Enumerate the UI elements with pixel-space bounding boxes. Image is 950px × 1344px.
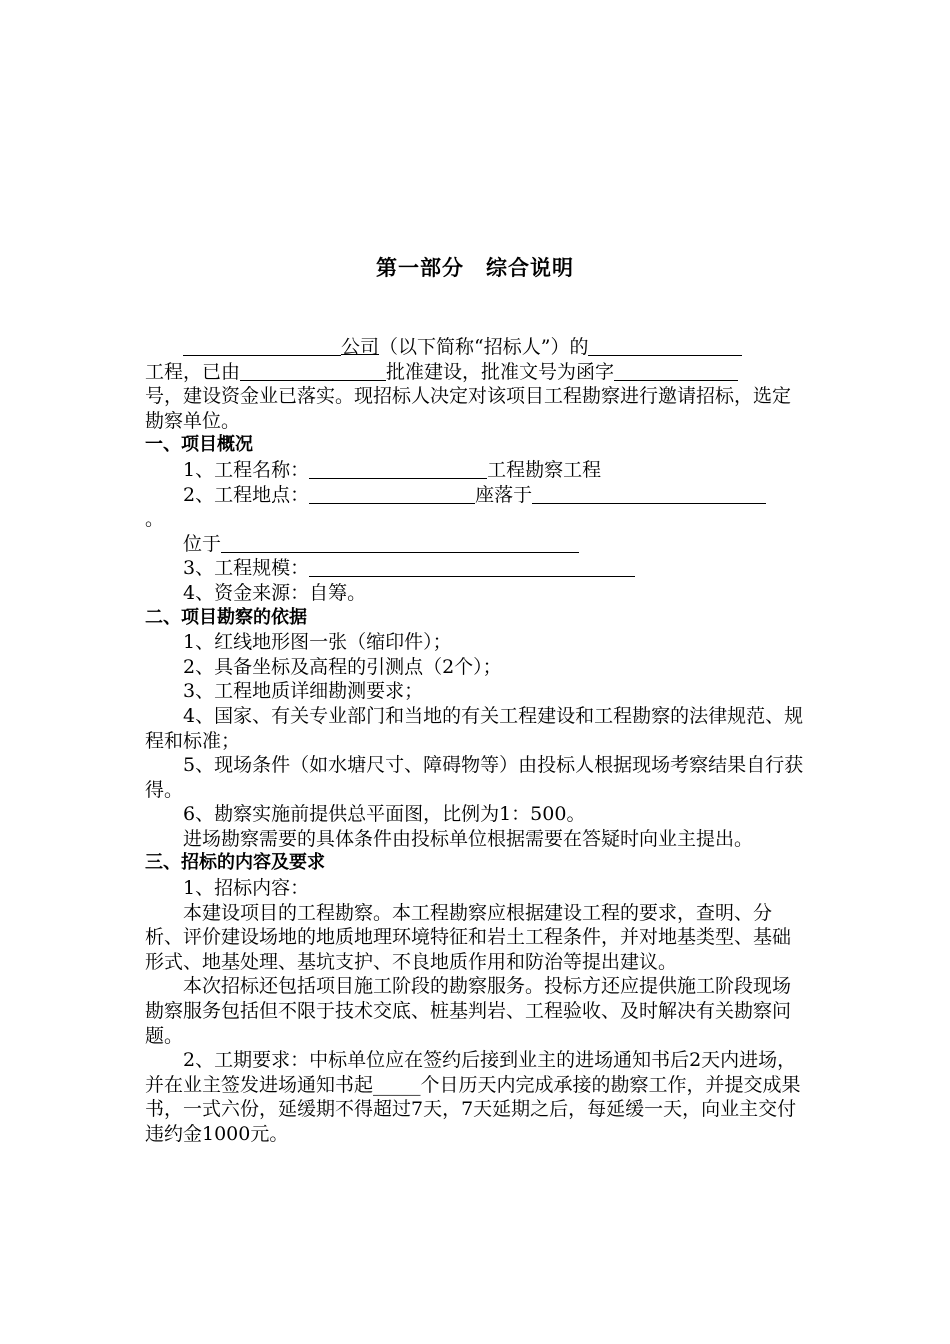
s3-para-1: 本建设项目的工程勘察。本工程勘察应根据建设工程的要求，查明、分析、评价建设场地的地质地理环境特征和岩土工程条件，并对地基类型、基础形式、地基处理、基坑支护、不良地质作用和防治等提出建议。 <box>145 901 792 973</box>
blank-position <box>221 534 579 553</box>
s1-item-1 <box>145 458 805 483</box>
s1-item-2-mid: 座落于 <box>475 483 533 506</box>
blank-project <box>588 337 742 356</box>
intro-line2a: 工程，已由 <box>145 360 241 383</box>
blank-approver <box>240 362 386 381</box>
s2-item: 3、工程地质详细勘测要求； <box>183 680 424 703</box>
section-2-heading: 二、项目勘察的依据 <box>145 606 307 628</box>
intro-line-3: 号，建设资金业已落实。现招标人决定对该项目工程勘察进行邀请招标，选定勘察单位。 <box>145 385 792 432</box>
intro-abbr: （以下简称“招标人”）的 <box>379 336 589 358</box>
s3-para-3a: 2、工期要求：中标单位应在签约后接到业主的进场通知书后2天内进场，并在业主签发进场通知书起 <box>145 1049 797 1096</box>
s3-para-3 <box>145 1048 805 1146</box>
blank-doc-number <box>614 362 738 381</box>
intro-company: 公司 <box>341 336 380 358</box>
s3-para-3b: 个日历天内完成承接的勘察工作，并提交成果书，一式六份，延缓期不得超过7天，7天延期之后，每延缓一天，向业主交付违约金1000元。 <box>145 1073 801 1145</box>
s1-item-2-loc <box>145 532 805 557</box>
s2-item: 6、勘察实施前提供总平面图，比例为1：500。 <box>183 803 586 826</box>
s2-item: 1、红线地形图一张（缩印件）； <box>183 631 452 654</box>
blank-located-at <box>532 485 766 504</box>
s1-item-4: 4、资金来源：自筹。 <box>183 581 367 604</box>
intro-line-1 <box>145 335 805 360</box>
blank-days: _____ <box>373 1073 421 1096</box>
blank-project-name <box>309 460 487 479</box>
intro-line-2 <box>145 360 805 385</box>
section-1-heading: 一、项目概况 <box>145 434 253 456</box>
blank-company <box>183 337 341 356</box>
blank-location <box>309 485 475 504</box>
blank-scale <box>309 558 635 577</box>
s2-item: 2、具备坐标及高程的引测点（2个）； <box>183 655 502 678</box>
document-body <box>145 335 805 1147</box>
s3-sub-1: 1、招标内容： <box>183 877 310 900</box>
s2-item: 进场勘察需要的具体条件由投标单位根据需要在答疑时向业主提出。 <box>183 827 754 850</box>
intro-line2b: 批准建设，批准文号为函字 <box>386 360 615 383</box>
s2-item: 5、现场条件（如水塘尺寸、障碍物等）由投标人根据现场考察结果自行获得。 <box>145 754 804 801</box>
page-title: 第一部分 综合说明 <box>376 256 574 280</box>
s1-item-2-loc-label: 位于 <box>183 532 222 555</box>
section-3-heading: 三、招标的内容及要求 <box>145 852 325 874</box>
s1-item-2 <box>145 483 805 508</box>
s1-item-2-label: 2、工程地点： <box>183 483 310 506</box>
s1-item-3 <box>145 556 805 581</box>
s3-para-2: 本次招标还包括项目施工阶段的勘察服务。投标方还应提供施工阶段现场勘察服务包括但不限于技术交底、桩基判岩、工程验收、及时解决有关勘察问题。 <box>145 975 792 1047</box>
s1-item-1-tail: 工程勘察工程 <box>487 458 602 481</box>
s2-item: 4、国家、有关专业部门和当地的有关工程建设和工程勘察的法律规范、规程和标准； <box>145 704 804 752</box>
s1-item-1-label: 1、工程名称： <box>183 458 310 481</box>
s1-item-3-label: 3、工程规模： <box>183 557 310 580</box>
s1-item-2-end: 。 <box>145 508 165 531</box>
